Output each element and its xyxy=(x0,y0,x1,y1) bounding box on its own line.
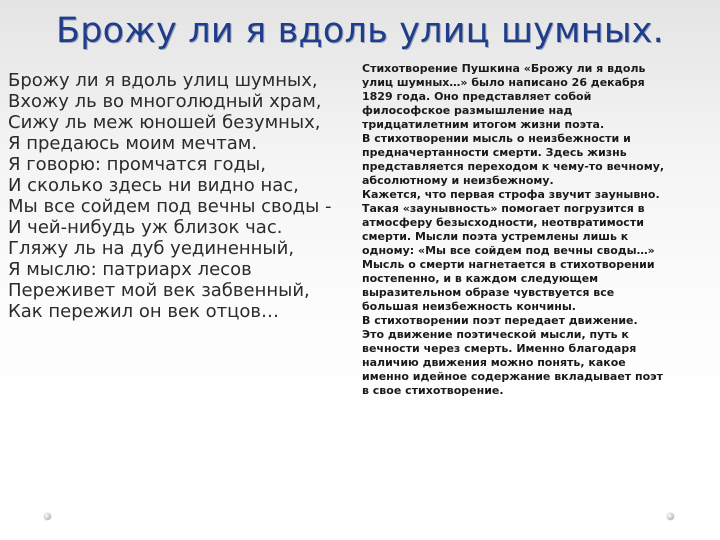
analysis-line: Это движение поэтической мысли, путь к xyxy=(362,328,629,341)
analysis-line: в свое стихотворение. xyxy=(362,384,504,397)
poem-line: И сколько здесь ни видно нас, xyxy=(8,175,299,196)
analysis-line: вечности через смерть. Именно благодаря xyxy=(362,342,637,355)
analysis-line: атмосферу безысходности, неотвратимости xyxy=(362,216,644,229)
analysis-line: абсолютному и неизбежному. xyxy=(362,174,554,187)
analysis-line: 1829 года. Оно представляет собой xyxy=(362,90,592,103)
analysis-line: Такая «заунывность» помогает погрузится в xyxy=(362,202,645,215)
analysis-line: именно идейное содержание вкладывает поэт xyxy=(362,370,664,383)
decorative-dot-icon xyxy=(667,513,674,520)
analysis-line: наличию движения можно понять, какое xyxy=(362,356,626,369)
analysis-line: представляется переходом к чему-то вечному, xyxy=(362,160,665,173)
analysis-line: предначертанности смерти. Здесь жизнь xyxy=(362,146,627,159)
analysis-line: тридцатилетним итогом жизни поэта. xyxy=(362,118,605,131)
analysis-line: смерти. Мысли поэта устремлены лишь к xyxy=(362,230,629,243)
poem-line: Я говорю: промчатся годы, xyxy=(8,154,266,175)
analysis-line: философское размышление над xyxy=(362,104,573,117)
poem-line: Сижу ль меж юношей безумных, xyxy=(8,112,321,133)
poem-list xyxy=(8,70,353,322)
decorative-dot-icon xyxy=(44,513,51,520)
analysis-line: В стихотворении поэт передает движение. xyxy=(362,314,638,327)
analysis-line: одному: «Мы все сойдем под вечны своды…» xyxy=(362,244,655,257)
analysis-line: выразительном образе чувствуется все xyxy=(362,286,615,299)
poem-line: Переживет мой век забвенный, xyxy=(8,280,310,301)
poem-line: Вхожу ль во многолюдный храм, xyxy=(8,91,322,112)
analysis-line: Кажется, что первая строфа звучит заунывно. xyxy=(362,188,660,201)
poem-line: Я мыслю: патриарх лесов xyxy=(8,259,252,280)
poem-line: Как пережил он век отцов… xyxy=(8,301,280,322)
slide-title: Брожу ли я вдоль улиц шумных. xyxy=(56,11,664,51)
poem-line: Мы все сойдем под вечны своды - xyxy=(8,196,332,217)
poem-line: Брожу ли я вдоль улиц шумных, xyxy=(8,70,318,91)
analysis-line: большая неизбежность кончины. xyxy=(362,300,576,313)
analysis-line: Мысль о смерти нагнетается в стихотворении xyxy=(362,258,655,271)
poem-line: Я предаюсь моим мечтам. xyxy=(8,133,258,154)
poem-line: Гляжу ль на дуб уединенный, xyxy=(8,238,295,259)
analysis-line: улиц шумных…» было написано 26 декабря xyxy=(362,76,645,89)
poem-line: И чей-нибудь уж близок час. xyxy=(8,217,283,238)
analysis-line: постепенно, и в каждом следующем xyxy=(362,272,599,285)
analysis-text xyxy=(362,62,704,398)
analysis-line: Стихотворение Пушкина «Брожу ли я вдоль xyxy=(362,62,646,75)
analysis-line: В стихотворении мысль о неизбежности и xyxy=(362,132,631,145)
